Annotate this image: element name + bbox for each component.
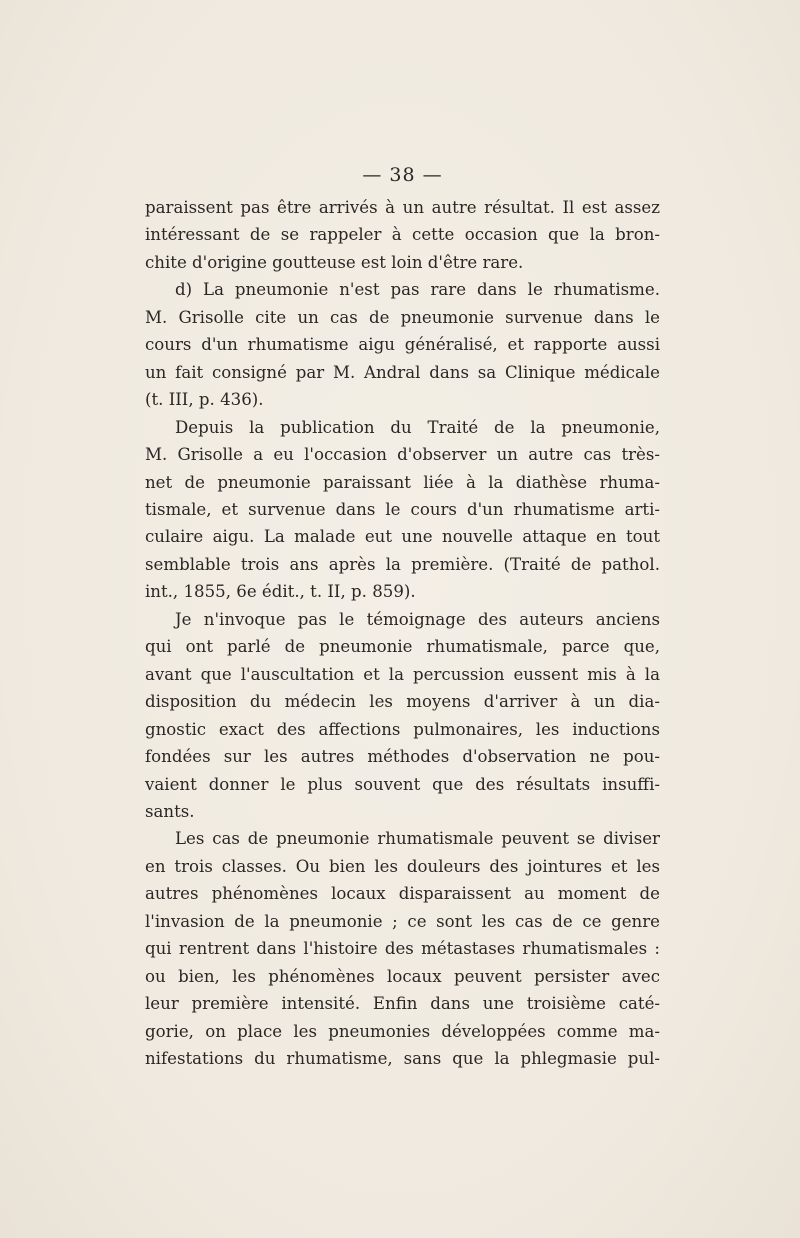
text-line: un fait consigné par M. Andral dans sa Clinique médicale bbox=[145, 362, 660, 382]
text-line: disposition du médecin les moyens d'arriver à un dia- bbox=[145, 692, 660, 712]
text-line: vaient donner le plus souvent que des résultats insuffi- bbox=[145, 774, 660, 794]
text-line: semblable trois ans après la première. (Traité de pathol. bbox=[145, 554, 660, 574]
text-line: d) La pneumonie n'est pas rare dans le rhumatisme. bbox=[175, 280, 660, 300]
text-line: qui ont parlé de pneumonie rhumatismale, parce que, bbox=[145, 637, 660, 657]
text-line: (t. III, p. 436). bbox=[145, 390, 264, 410]
text-line: autres phénomènes locaux disparaissent au moment de bbox=[145, 884, 660, 904]
text-line: Les cas de pneumonie rhumatismale peuvent se diviser bbox=[175, 829, 660, 849]
text-line: int., 1855, 6e édit., t. II, p. 859). bbox=[145, 582, 416, 602]
text-line: net de pneumonie paraissant liée à la diathèse rhuma- bbox=[145, 472, 660, 492]
text-line: leur première intensité. Enfin dans une troisième caté- bbox=[145, 994, 660, 1014]
text-line: intéressant de se rappeler à cette occasion que la bron- bbox=[145, 225, 660, 245]
text-line: en trois classes. Ou bien les douleurs des jointures et les bbox=[145, 856, 660, 876]
text-line: M. Grisolle a eu l'occasion d'observer un autre cas très- bbox=[145, 445, 660, 465]
text-line: Depuis la publication du Traité de la pneumonie, bbox=[175, 417, 660, 437]
body-text bbox=[145, 194, 660, 1073]
text-line: culaire aigu. La malade eut une nouvelle attaque en tout bbox=[145, 527, 660, 547]
text-line: nifestations du rhumatisme, sans que la phlegmasie pul- bbox=[145, 1049, 660, 1069]
text-line: qui rentrent dans l'histoire des métastases rhumatismales : bbox=[145, 939, 660, 959]
text-line: sants. bbox=[145, 801, 195, 821]
text-line: avant que l'auscultation et la percussion eussent mis à la bbox=[145, 664, 660, 684]
page-number: — 38 — bbox=[362, 164, 443, 186]
text-line: ou bien, les phénomènes locaux peuvent persister avec bbox=[145, 966, 660, 986]
text-line: l'invasion de la pneumonie ; ce sont les cas de ce genre bbox=[145, 911, 660, 931]
text-line: fondées sur les autres méthodes d'observation ne pou- bbox=[145, 747, 660, 767]
text-line: M. Grisolle cite un cas de pneumonie survenue dans le bbox=[145, 307, 660, 327]
text-line: chite d'origine goutteuse est loin d'être rare. bbox=[145, 252, 524, 272]
text-line: Je n'invoque pas le témoignage des auteurs anciens bbox=[175, 609, 660, 629]
text-line: cours d'un rhumatisme aigu généralisé, et rapporte aussi bbox=[145, 335, 660, 355]
text-line: gnostic exact des affections pulmonaires, les inductions bbox=[145, 719, 660, 739]
text-line: paraissent pas être arrivés à un autre résultat. Il est assez bbox=[145, 198, 660, 217]
text-line: tismale, et survenue dans le cours d'un rhumatisme arti- bbox=[145, 499, 660, 519]
text-line: gorie, on place les pneumonies développées comme ma- bbox=[145, 1021, 660, 1041]
